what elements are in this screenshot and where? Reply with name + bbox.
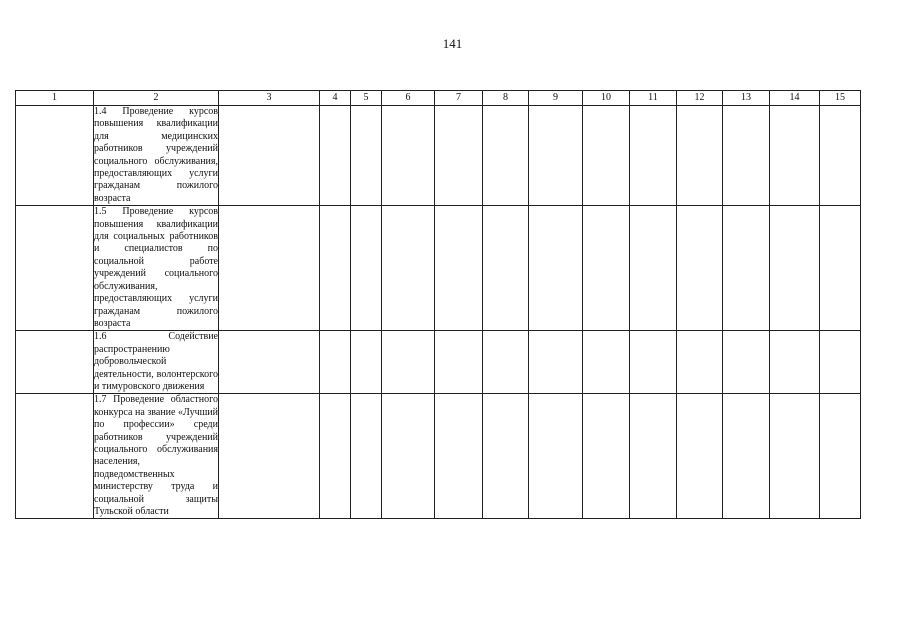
row-number-cell [16,394,94,519]
empty-cell [723,206,770,331]
empty-cell [770,394,820,519]
column-header: 15 [820,91,861,106]
empty-cell [435,331,483,394]
column-header: 7 [435,91,483,106]
empty-cell [583,106,630,206]
row-number-cell [16,331,94,394]
empty-cell [320,331,351,394]
empty-cell [630,206,677,331]
empty-cell [770,106,820,206]
empty-cell [529,394,583,519]
empty-cell [219,206,320,331]
empty-cell [583,331,630,394]
header-row [16,91,861,106]
empty-cell [820,331,861,394]
empty-cell [351,394,382,519]
empty-cell [351,106,382,206]
column-header: 13 [723,91,770,106]
empty-cell [770,331,820,394]
activity-text: 1.4 Проведение курсов повышения квалификации для медицинских работников учреждений социального обслуживания, предоставляющих услуги гражданам пожилого возраста [94,106,218,204]
empty-cell [723,331,770,394]
activity-cell [94,106,219,206]
column-header: 4 [320,91,351,106]
empty-cell [219,106,320,206]
column-header: 9 [529,91,583,106]
column-header: 8 [483,91,529,106]
empty-cell [435,394,483,519]
row-number-cell [16,106,94,206]
column-header: 12 [677,91,723,106]
empty-cell [677,394,723,519]
page-number: 141 [442,36,463,51]
column-header: 1 [16,91,94,106]
empty-cell [677,206,723,331]
column-header: 2 [94,91,219,106]
table-row [16,331,861,394]
empty-cell [583,394,630,519]
empty-cell [219,331,320,394]
empty-cell [483,206,529,331]
empty-cell [351,331,382,394]
empty-cell [583,206,630,331]
empty-cell [630,106,677,206]
empty-cell [820,106,861,206]
column-header: 10 [583,91,630,106]
empty-cell [820,394,861,519]
empty-cell [529,206,583,331]
empty-cell [820,206,861,331]
activity-text: 1.5 Проведение курсов повышения квалификации для социальных работников и специалистов по социальной работе учреждений социального обслуживания, предоставляющих услуги гражданам пожилого возраста [94,206,218,329]
empty-cell [382,206,435,331]
empty-cell [630,331,677,394]
empty-cell [723,394,770,519]
table-row [16,206,861,331]
empty-cell [320,106,351,206]
empty-cell [483,106,529,206]
empty-cell [483,394,529,519]
empty-cell [219,394,320,519]
empty-cell [677,106,723,206]
column-header: 6 [382,91,435,106]
empty-cell [483,331,529,394]
empty-cell [320,394,351,519]
empty-cell [382,394,435,519]
empty-cell [435,206,483,331]
activity-text: 1.6 Содействие распространению добровольческой деятельности, волонтерского и тимуровского движения [94,331,218,392]
activity-cell [94,331,219,394]
empty-cell [320,206,351,331]
table-row [16,394,861,519]
empty-cell [529,106,583,206]
empty-cell [770,206,820,331]
activity-cell [94,206,219,331]
column-header: 11 [630,91,677,106]
empty-cell [435,106,483,206]
activity-cell [94,394,219,519]
program-table [15,90,861,519]
table-row [16,106,861,206]
empty-cell [630,394,677,519]
empty-cell [382,106,435,206]
empty-cell [351,206,382,331]
empty-cell [382,331,435,394]
column-header: 5 [351,91,382,106]
activity-text: 1.7 Проведение областного конкурса на звание «Лучший по профессии» среди работников учреждений социального обслуживания населения, подведомственных министерству труда и социальной защиты Тульской области [94,394,218,517]
column-header: 14 [770,91,820,106]
column-header: 3 [219,91,320,106]
empty-cell [723,106,770,206]
empty-cell [529,331,583,394]
empty-cell [677,331,723,394]
row-number-cell [16,206,94,331]
